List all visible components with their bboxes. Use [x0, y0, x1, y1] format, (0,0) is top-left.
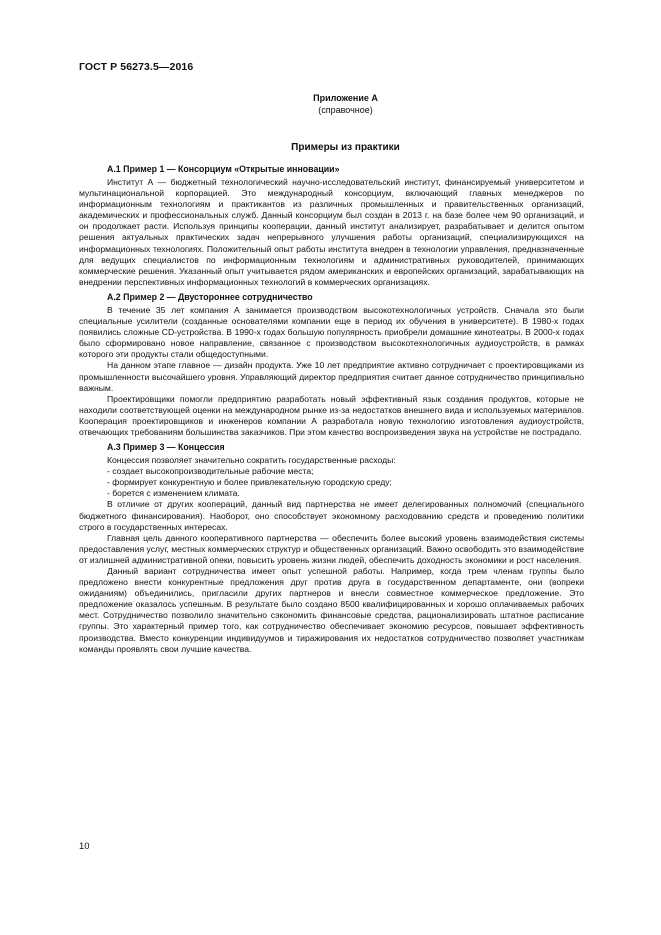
page-title: Примеры из практики: [291, 142, 400, 153]
paragraph: В отличие от других коопераций, данный вид партнерства не имеет делегированных полномочий (специального бюджетного финансирования). Наоборот, оно способствует экономному расходованию средств и проведению политики строго в государственных интересах.: [79, 499, 584, 532]
section-heading-a1: А.1 Пример 1 — Консорциум «Открытые инновации»: [107, 164, 340, 174]
list-item: - борется с изменением климата.: [107, 488, 240, 499]
annex-heading: [0, 92, 661, 116]
paragraph: Главная цель данного кооперативного партнерства — обеспечить более высокий уровень взаимодействия системы предоставления услуг, местных коммерческих структур и общественных организаций. Важно освободить это взаимодействие от излишней административной опеки, повысить уровень жизни людей, обеспечить доходность экономики и рост населения.: [79, 532, 584, 565]
paragraph: В течение 35 лет компания А занимается производством высокотехнологичных устройств. Сначала это были специальные усилители (созданные основателями компании еще в период их обучения в университете). В 1980-х годах появились сложные CD-устройства. В 1990-х годах большую популярность приобрели домашние кинотеатры. В 2000-х годах было сформировано новое направление, связанное с производством высокотехнологичных аудиоустройств, в рамках которого эти продукты стали общедоступными.: [79, 304, 584, 360]
paragraph: Проектировщики помогли предприятию разработать новый эффективный язык создания продуктов, которые не находили соответствующей оценки на международном рынке из-за недостатков внешнего вида и используемых материалов. Кооперация проектировщиков и инженеров компании А разработала новую технологию изготовления аудиоустройств, отвечающих требованиям большинства заказчиков. При этом качество воспроизведения звука на устройстве не пострадало.: [79, 393, 584, 437]
paragraph: Институт А — бюджетный технологический научно-исследовательский институт, финансируемый университетом и мультинациональной корпорацией. Это международный консорциум, включающий главных менеджеров по информационным технологиям и практикантов из различных промышленных и правительственных организаций, академических и профессиональных служб. Данный консорциум был создан в 2013 г. на базе более чем 90 организаций, и он продолжает расти. Используя принципы кооперации, данный институт анализирует, разрабатывает и делится опытом решения актуальных практических задач непрерывного улучшения работы организаций, специализирующихся на информационных технологиях. Положительный опыт работы института внедрен в технологии управления, предназначенные для ведущих специалистов по информационным технологиям и административных руководителей, принимающих коммерческие решения. Указанный опыт учитывается рядом американских и европейских организаций, зарабатывающих на внедрении перспективных информационных технологий в коммерческих организациях.: [79, 177, 584, 287]
annex-label: Приложение А: [313, 93, 378, 103]
section-heading-a2: А.2 Пример 2 — Двустороннее сотрудничество: [107, 291, 313, 302]
document-body: [79, 164, 584, 655]
paragraph: На данном этапе главное — дизайн продукта. Уже 10 лет предприятие активно сотрудничает с проектировщиками из промышленности высочайшего уровня. Управляющий директор предприятия считает данное сотрудничество принципиально важным.: [79, 360, 584, 393]
paragraph: Данный вариант сотрудничества имеет опыт успешной работы. Например, когда трем членам группы было предложено внести конкурентные предложения друг против друга в государственном департаменте, они (вопреки ожиданиям) объединились, пригласили других партнеров и внесли совместное коммерческое предложение. Это предложение оказалось успешным. В результате было создано 8500 квалифицированных и хорошо оплачиваемых рабочих мест. Сотрудничество позволило значительно сэкономить финансовые средства, рационализировать штатное расписание группы. Это характерный пример того, как сотрудничество обеспечивает экономию ресурсов, повышает эффективность производства. Вместо конкуренции индивидуумов и тиражирования их недостатков сотрудничество позволяет участникам команды проявлять свои лучшие качества.: [79, 566, 584, 654]
document-code: ГОСТ Р 56273.5—2016: [79, 61, 194, 73]
annex-type: (справочное): [318, 105, 373, 115]
page-number: 10: [79, 841, 90, 852]
paragraph: Концессия позволяет значительно сократить государственные расходы:: [107, 455, 396, 466]
list-item: - формирует конкурентную и более привлекательную городскую среду;: [107, 477, 392, 488]
list-item: - создает высокопроизводительные рабочие места;: [107, 466, 314, 477]
section-heading-a3: А.3 Пример 3 — Концессия: [107, 442, 225, 453]
